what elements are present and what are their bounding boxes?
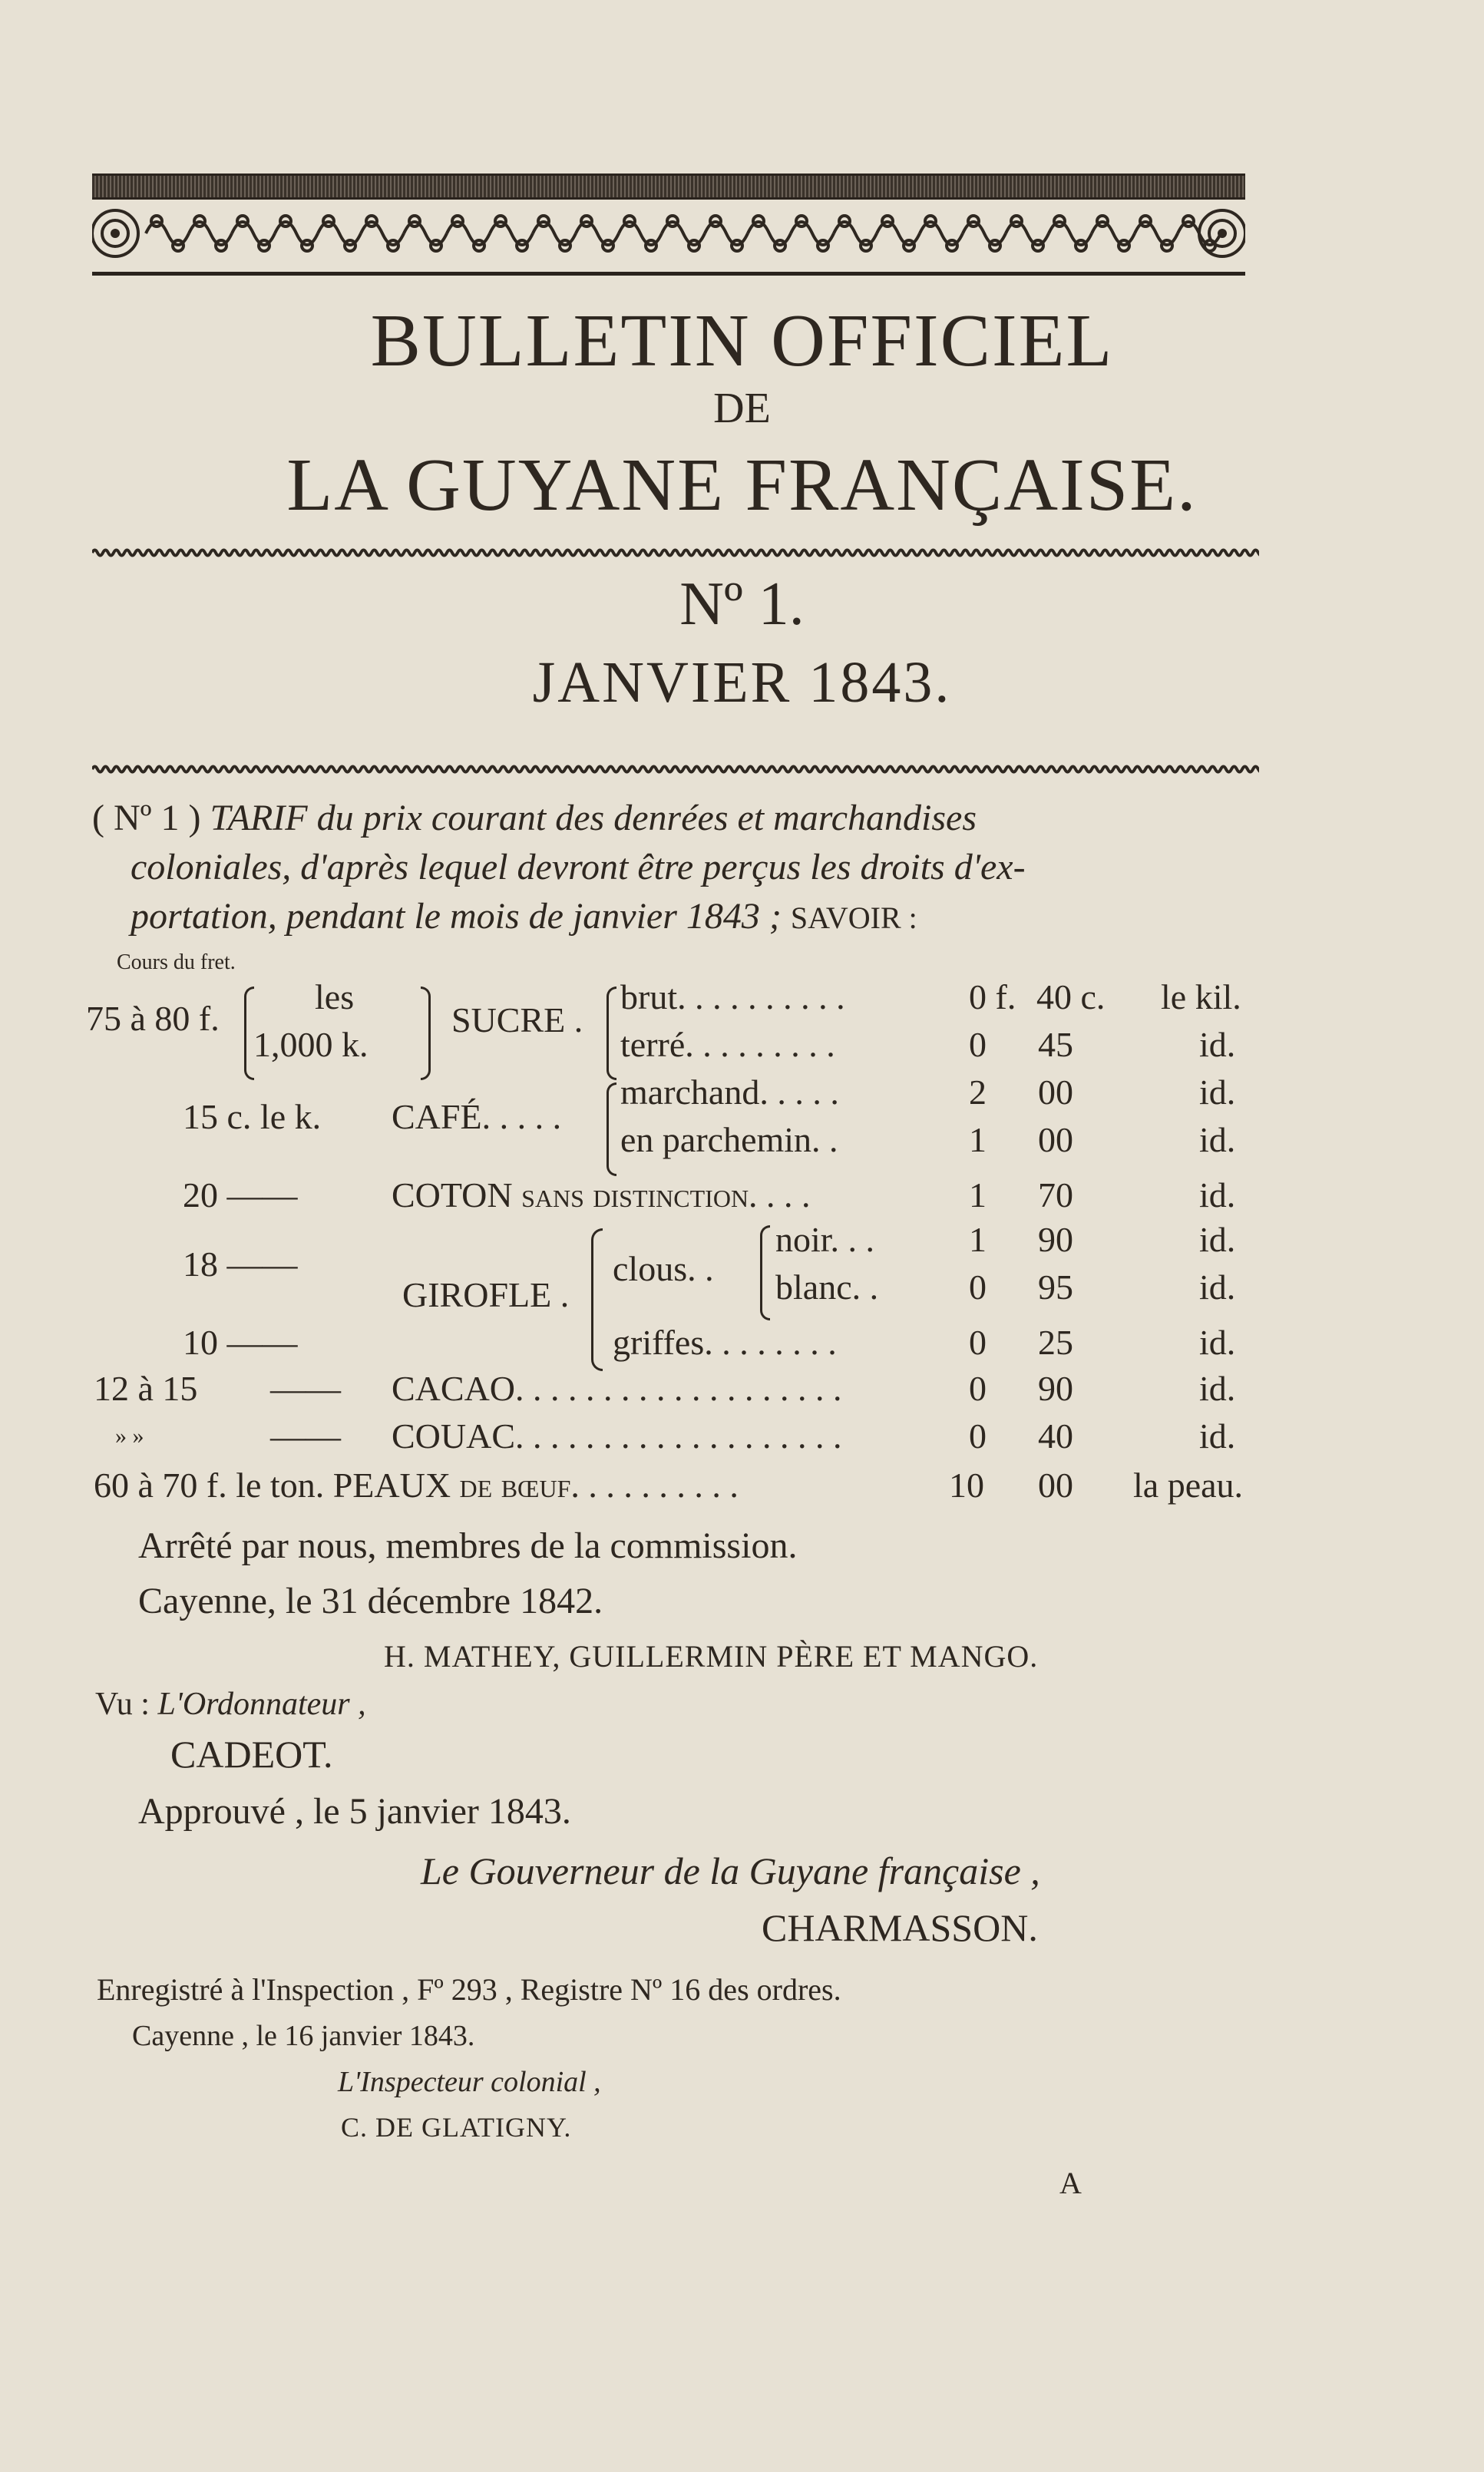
girofle-griffes-francs: 0 [969,1323,987,1362]
couac-francs: 0 [969,1416,987,1456]
sucre-fret-les: les [315,977,355,1016]
girofle-clous: clous. . [613,1249,714,1288]
peaux-label: PEAUX de bœuf. . . . . . . . . . [332,1466,739,1505]
peaux-francs: 10 [949,1466,984,1505]
title-line-2: DE [713,385,771,432]
coton-francs: 1 [969,1175,987,1215]
sucre-label: SUCRE . [451,1000,583,1039]
brace-sucre [606,986,616,1080]
brace-sucre-fret-right [421,986,431,1080]
sucre-brut-francs: 0 f. [969,977,1016,1016]
sucre-fret: 75 à 80 f. [86,999,220,1038]
girofle-noir-unit: id. [1199,1220,1236,1259]
girofle-blanc: blanc. . [775,1267,879,1307]
sucre-fret-qty: 1,000 k. [253,1025,369,1064]
brace-cafe [606,1082,616,1176]
girofle-fret-1: 18 —— [183,1244,298,1284]
vu-label: Vu : [95,1687,150,1722]
cafe-parchemin: en parchemin. . [620,1120,838,1159]
vu-line [95,1686,366,1723]
cayenne-date-2: Cayenne , le 16 janvier 1843. [132,2020,475,2052]
cadeot-name: CADEOT. [170,1733,333,1776]
couac-label: COUAC. . . . . . . . . . . . . . . . . . . [392,1416,842,1456]
girofle-griffes: griffes. . . . . . . . [613,1323,837,1362]
tarif-heading-line-3 [131,895,917,937]
wavy-rule-1 [92,547,1259,559]
girofle-noir-francs: 1 [969,1220,987,1259]
title-line-1: BULLETIN OFFICIEL [370,299,1114,382]
wavy-rule-2 [92,763,1259,775]
coton-label: COTON sans distinction. . . . [392,1175,811,1215]
coton-centimes: 70 [1038,1175,1073,1215]
girofle-fret-2: 10 —— [183,1323,298,1362]
cafe-parchemin-centimes: 00 [1038,1120,1073,1159]
girofle-griffes-unit: id. [1199,1323,1236,1362]
approuve-text: Approuvé , le 5 janvier 1843. [138,1791,571,1832]
cafe-marchand-unit: id. [1199,1072,1236,1112]
top-rule [92,174,1245,200]
savoir-label: SAVOIR : [790,901,917,935]
coton-unit: id. [1199,1175,1236,1215]
ordonnateur-label: L'Ordonnateur , [157,1687,366,1722]
cafe-fret: 15 c. le k. [183,1097,322,1136]
tarif-heading-line-2: coloniales, d'après lequel devront être perçus les droits d'ex- [131,847,1026,887]
peaux-fret-text: 60 à 70 f. le ton. [94,1466,325,1505]
cayenne-date-1: Cayenne, le 31 décembre 1842. [138,1581,603,1621]
glatigny-name: C. DE GLATIGNY. [341,2112,572,2143]
tarif-ref: ( Nº 1 ) [92,798,201,838]
cacao-centimes: 90 [1038,1369,1073,1408]
cacao-unit: id. [1199,1369,1236,1408]
cafe-label: CAFÉ. . . . . [392,1097,562,1136]
girofle-noir-centimes: 90 [1038,1220,1073,1259]
tarif-heading-line-1 [92,797,977,839]
cacao-francs: 0 [969,1369,987,1408]
girofle-blanc-francs: 0 [969,1267,987,1307]
enregistre-text: Enregistré à l'Inspection , Fº 293 , Registre Nº 16 des ordres. [97,1972,841,2007]
cacao-dash: —— [270,1369,341,1408]
coton-fret: 20 —— [183,1175,298,1215]
girofle-griffes-centimes: 25 [1038,1323,1073,1362]
tarif-heading-text-3: portation, pendant le mois de janvier 1843 ; [131,896,782,937]
sucre-terre-francs: 0 [969,1025,987,1064]
girofle-noir: noir. . . [775,1220,875,1259]
girofle-label: GIROFLE . [402,1275,570,1314]
commission-members: H. MATHEY, GUILLERMIN PÈRE ET MANGO. [384,1639,1039,1674]
brace-girofle [591,1228,603,1371]
issue-number: Nº 1. [679,570,805,638]
cafe-marchand-centimes: 00 [1038,1072,1073,1112]
arrete-text: Arrêté par nous, membres de la commission. [138,1525,798,1566]
charmasson-name: CHARMASSON. [762,1906,1038,1949]
fret-header: Cours du fret. [117,950,236,974]
brace-clous [760,1225,770,1320]
cafe-parchemin-unit: id. [1199,1120,1236,1159]
sucre-terre-centimes: 45 [1038,1025,1073,1064]
sucre-terre-unit: id. [1199,1025,1236,1064]
sucre-terre: terré. . . . . . . . . [620,1025,835,1064]
peaux-centimes: 00 [1038,1466,1073,1505]
sucre-brut: brut. . . . . . . . . . [620,977,845,1016]
cacao-fret: 12 à 15 [94,1369,198,1408]
gouverneur-title: Le Gouverneur de la Guyane française , [421,1849,1040,1892]
couac-centimes: 40 [1038,1416,1073,1456]
sucre-brut-unit: le kil. [1161,977,1241,1016]
issue-date: JANVIER 1843. [532,650,952,715]
peaux-fret [94,1465,739,1505]
title-line-3: LA GUYANE FRANÇAISE. [286,444,1198,527]
sucre-brut-centimes: 40 c. [1036,977,1106,1016]
couac-dash: —— [270,1416,341,1456]
cafe-marchand-francs: 2 [969,1072,987,1112]
ornamental-border [92,198,1245,276]
peaux-unit: la peau. [1133,1466,1244,1505]
girofle-blanc-unit: id. [1199,1267,1236,1307]
couac-fret: » » [115,1423,144,1449]
cafe-marchand: marchand. . . . . [620,1072,839,1112]
couac-unit: id. [1199,1416,1236,1456]
cacao-label: CACAO. . . . . . . . . . . . . . . . . . . [392,1369,842,1408]
girofle-blanc-centimes: 95 [1038,1267,1073,1307]
cafe-parchemin-francs: 1 [969,1120,987,1159]
signature-mark: A [1059,2166,1082,2200]
inspecteur-title: L'Inspecteur colonial , [338,2066,601,2098]
tarif-heading-text-1: TARIF du prix courant des denrées et marchandises [210,798,977,838]
